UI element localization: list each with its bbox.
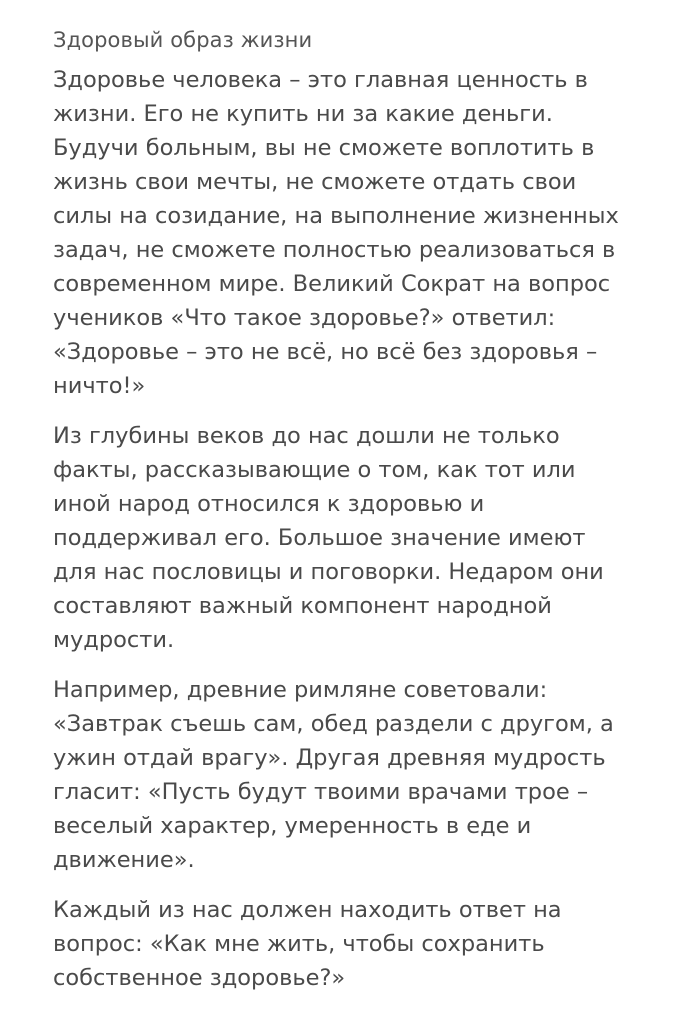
paragraph-4 bbox=[53, 893, 693, 995]
text-line: собственное здоровье?» bbox=[53, 965, 346, 991]
text-line: «Здоровье – это не всё, но всё без здоровья – bbox=[53, 339, 598, 365]
text-line: факты, рассказывающие о том, как тот или bbox=[53, 457, 576, 483]
text-line: задач, не сможете полностью реализоваться в bbox=[53, 237, 616, 263]
text-line: вопрос: «Как мне жить, чтобы сохранить bbox=[53, 931, 545, 957]
document-title: Здоровый образ жизни bbox=[53, 28, 313, 52]
text-line: Каждый из нас должен находить ответ на bbox=[53, 897, 562, 923]
text-line: мудрости. bbox=[53, 627, 175, 653]
text-line: поддерживал его. Большое значение имеют bbox=[53, 525, 586, 551]
text-line: движение». bbox=[53, 847, 195, 873]
text-line: современном мире. Великий Сократ на вопрос bbox=[53, 271, 611, 297]
text-line: составляют важный компонент народной bbox=[53, 593, 552, 619]
paragraph-1 bbox=[53, 63, 693, 403]
text-line: Здоровье человека – это главная ценность в bbox=[53, 67, 588, 93]
text-line: жизни. Его не купить ни за какие деньги. bbox=[53, 101, 553, 127]
text-line: силы на созидание, на выполнение жизненных bbox=[53, 203, 619, 229]
text-line: учеников «Что такое здоровье?» ответил: bbox=[53, 305, 556, 331]
text-line: для нас пословицы и поговорки. Недаром они bbox=[53, 559, 604, 585]
text-line: Из глубины веков до нас дошли не только bbox=[53, 423, 560, 449]
text-line: жизнь свои мечты, не сможете отдать свои bbox=[53, 169, 577, 195]
text-line: Будучи больным, вы не сможете воплотить в bbox=[53, 135, 595, 161]
document-body bbox=[53, 0, 693, 1012]
text-line: ничто!» bbox=[53, 373, 146, 399]
paragraph-3 bbox=[53, 673, 693, 877]
text-line: иной народ относился к здоровью и bbox=[53, 491, 485, 517]
text-line: ужин отдай врагу». Другая древняя мудрость bbox=[53, 745, 606, 771]
paragraph-2 bbox=[53, 419, 693, 657]
text-line: гласит: «Пусть будут твоими врачами трое – bbox=[53, 779, 589, 805]
text-line: «Завтрак съешь сам, обед раздели с другом, а bbox=[53, 711, 614, 737]
text-line: Например, древние римляне советовали: bbox=[53, 677, 548, 703]
text-line: веселый характер, умеренность в еде и bbox=[53, 813, 532, 839]
